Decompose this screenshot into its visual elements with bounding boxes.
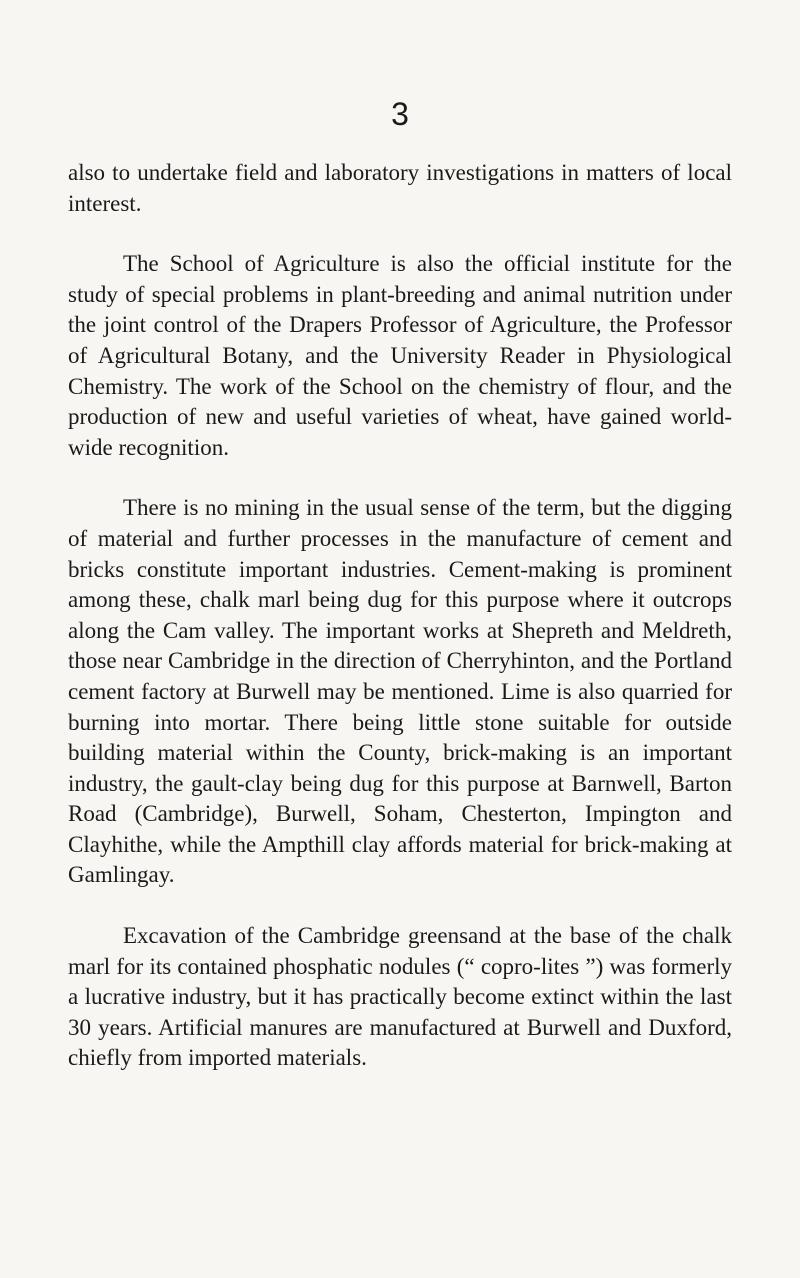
paragraph-coprolites-excavation: Excavation of the Cambridge greensand at the base of the chalk marl for its contained phosphatic nodules (“ copro-lites ”) was formerly a lucrative industry, but it has practically become extinct within the last 30 years. Artificial manures are manufactured at Burwell and Duxford, chiefly from imported materials. [68,923,732,1071]
paragraph-school-of-agriculture: The School of Agriculture is also the official institute for the study of special problems in plant-breeding and animal nutrition under the joint control of the Drapers Professor of Agriculture, the Professor of Agricultural Botany, and the University Reader in Physiological Chemistry. The work of the School on the chemistry of flour, and the production of new and useful varieties of wheat, have gained world-wide recognition. [68,251,732,460]
paragraph-mining-industries: There is no mining in the usual sense of the term, but the digging of material and further processes in the manufacture of cement and bricks constitute important industries. Cement-making is prominent among these, chalk marl being dug for this purpose where it outcrops along the Cam valley. The important works at Shepreth and Meldreth, those near Cambridge in the direction of Cherryhinton, and the Portland cement factory at Burwell may be mentioned. Lime is also quarried for burning into mortar. There being little stone suitable for outside building material within the County, brick-making is an important industry, the gault-clay being dug for this purpose at Barnwell, Barton Road (Cambridge), Burwell, Soham, Chesterton, Impington and Clayhithe, while the Ampthill clay affords material for brick-making at Gamlingay. [68,495,732,888]
paragraph-continued: also to undertake field and laboratory investigations in matters of local interest. [68,160,732,216]
body-text [68,158,732,1104]
page-number: 3 [391,96,409,132]
